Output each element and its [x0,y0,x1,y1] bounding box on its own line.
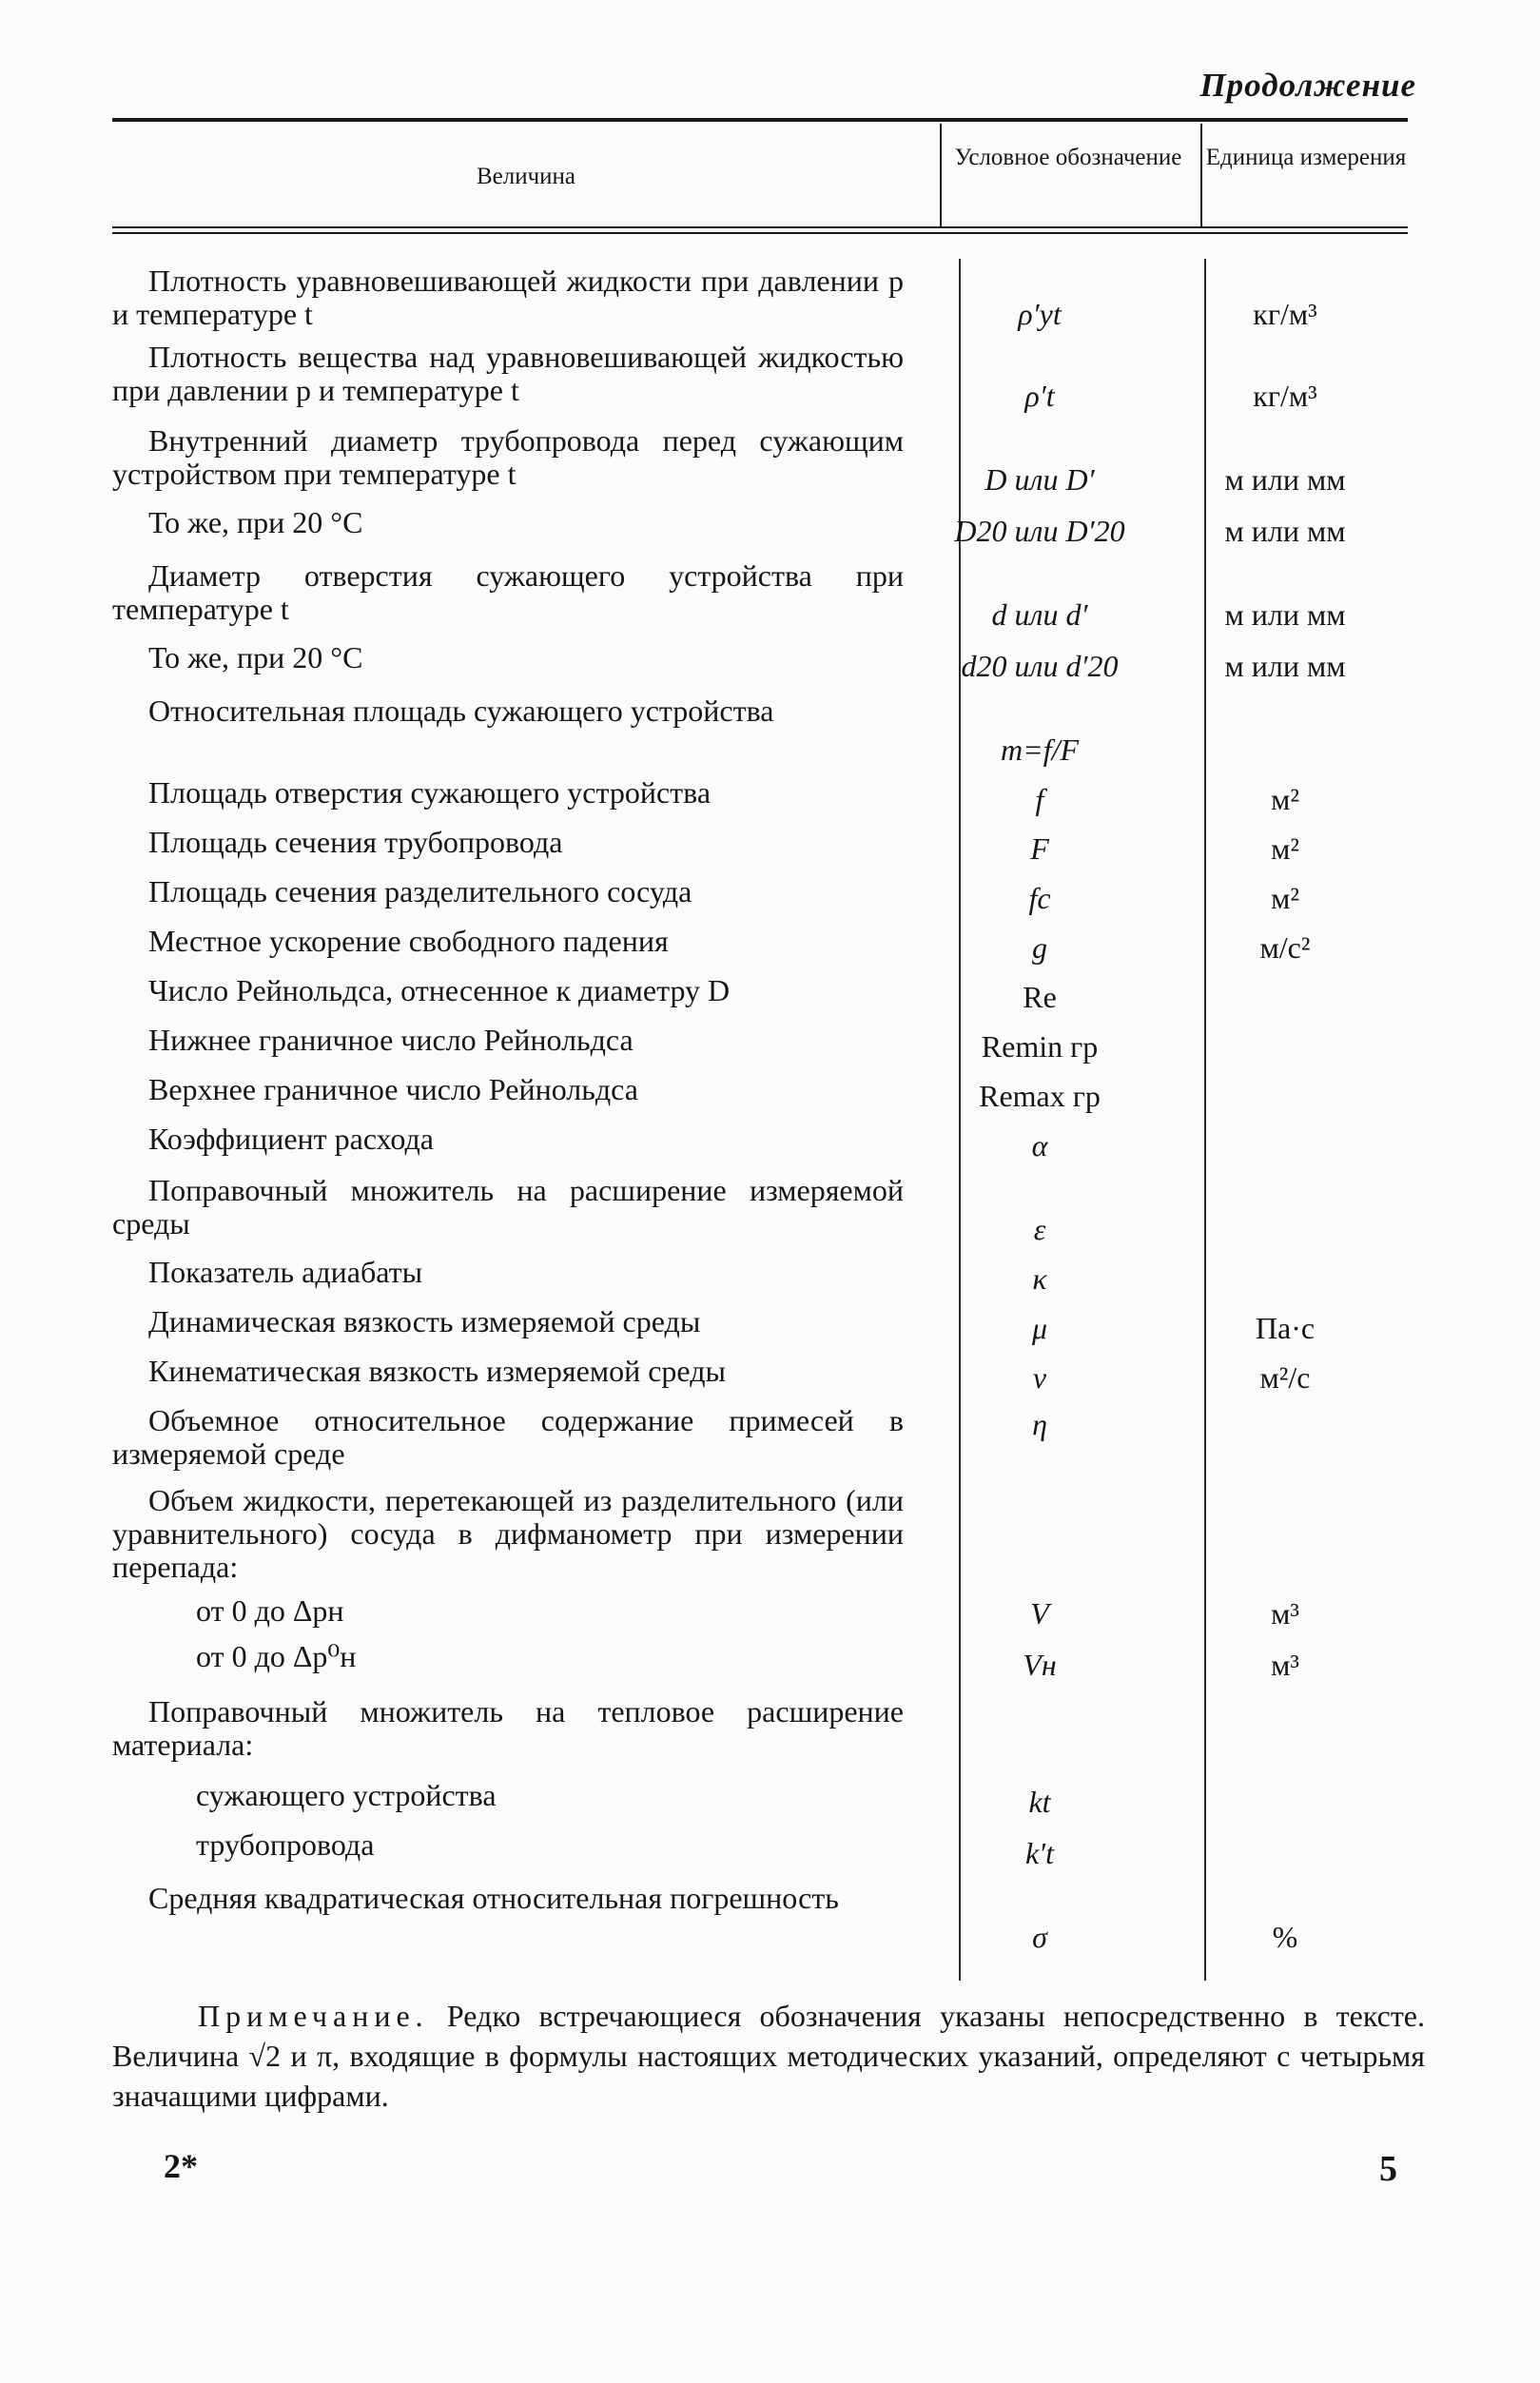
table-row: Диаметр отверстия сужающего устройства при температуре t d или d′ м или мм [112,558,1346,632]
table-row: Внутренний диаметр трубопровода перед сужающим устройством при температуре t D или D′ м или мм [112,423,1346,497]
table-row: Местное ускорение свободного падения g м/с² [148,924,1311,965]
footnote [112,1996,1425,2116]
header-divider-1 [940,124,942,226]
note-label: Примечание. [198,1999,429,2033]
header-symbol: Условное обозначение [954,145,1182,170]
header-divider-2 [1200,124,1202,226]
table-row: трубопровода k′t [196,1827,1055,1870]
table-row: Средняя квадратическая относительная погрешность σ % [148,1881,1298,1954]
table-row: Относительная площадь сужающего устройства m=f/F [148,693,1080,767]
table-row: Число Рейнольдса, отнесенное к диаметру D Re [148,973,1057,1014]
table-row: Коэффициент расхода α [148,1122,1048,1162]
table-row: Поправочный множитель на тепловое расширение материала: [112,1694,904,1762]
header-rule-2 [112,232,1408,234]
header-quantity: Величина [476,164,576,189]
table-row: Площадь сечения трубопровода F м² [148,825,1299,866]
table-row: Площадь сечения разделительного сосуда fc м² [148,874,1299,915]
table-row: Плотность вещества над уравновешивающей жидкостью при давлении p и температуре t ρ′t кг/м³ [112,340,1317,413]
continuation-label: Продолжение [1199,67,1416,104]
note-text: Редко встречающиеся обозначения указаны непосредственно в тексте. Величина √2 и π, входящие в формулы настоящих методических указаний, определяют с четырьмя значащими цифрами. [112,1999,1426,2113]
table-row: Динамическая вязкость измеряемой среды μ Па·с [148,1304,1316,1345]
table-row: Объемное относительное содержание примесей в измеряемой среде η [112,1403,1047,1471]
table-row: Объем жидкости, перетекающей из разделительного (или уравнительного) сосуда в дифманометр при измерении перепада: [112,1483,904,1584]
table-row: То же, при 20 °C D20 или D′20 м или мм [148,505,1346,548]
table-row: сужающего устройства kt [196,1778,1051,1819]
signature-mark: 2* [164,2147,198,2185]
page-number: 5 [1379,2149,1397,2189]
table-row: Кинематическая вязкость измеряемой среды ν м²/с [148,1354,1311,1395]
table-row: от 0 до Δpн V м³ [196,1593,1299,1631]
quantities-table [112,264,1408,1954]
header-rule-1 [112,226,1408,228]
table-row: от 0 до Δp⁰н Vн м³ [196,1639,1299,1682]
table-row: Плотность уравновешивающей жидкости при давлении p и температуре t ρ′yt кг/м³ [112,264,1317,331]
table-top-rule [112,118,1408,122]
table-row: Верхнее граничное число Рейнольдса Remax гр [148,1072,1101,1113]
header-unit: Единица измерения [1205,145,1407,170]
table-row: Показатель адиабаты κ [148,1255,1047,1296]
table-row: Площадь отверстия сужающего устройства f м² [148,775,1299,816]
table-row: Нижнее граничное число Рейнольдса Remin гр [148,1023,1099,1064]
table-row: То же, при 20 °C d20 или d′20 м или мм [148,640,1346,683]
table-row: Поправочный множитель на расширение измеряемой среды ε [112,1173,1046,1246]
